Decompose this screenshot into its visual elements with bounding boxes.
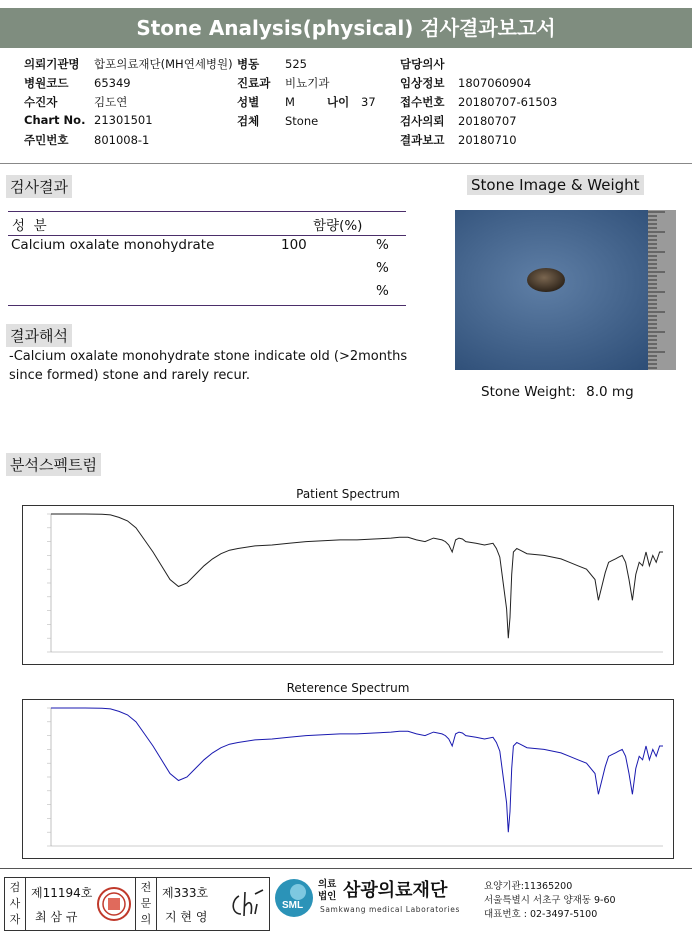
report-title: Stone Analysis(physical) 검사결과보고서 <box>0 8 692 48</box>
info-label: 검체 <box>237 114 260 128</box>
info-value: M <box>285 95 295 109</box>
footer-divider <box>0 868 692 869</box>
inspector-label: 검사자 <box>9 881 21 926</box>
patient-spectrum-chart <box>22 505 674 665</box>
logo-text: SML <box>282 900 304 911</box>
info-value: 21301501 <box>94 113 153 127</box>
column-header-amount: 함량(%) <box>313 218 363 234</box>
interpretation-heading: 결과해석 <box>6 324 72 347</box>
info-label: 수진자 <box>24 95 58 109</box>
info-label: 담당의사 <box>400 57 445 71</box>
inspector-name: 최 삼 규 <box>35 910 78 924</box>
stone-heading: Stone Image & Weight <box>467 175 644 195</box>
specialist-signature <box>227 888 265 926</box>
info-value: 비뇨기과 <box>285 76 330 90</box>
patient-spectrum-title: Patient Spectrum <box>296 487 400 501</box>
reference-spectrum-title: Reterence Spectrum <box>286 681 410 695</box>
info-label: 주민번호 <box>24 133 69 147</box>
info-value: 김도연 <box>94 95 128 109</box>
reference-spectrum-chart <box>22 699 674 859</box>
inspector-number: 제11194호 <box>31 886 93 900</box>
info-value: 1807060904 <box>458 76 532 90</box>
interpretation-text: -Calcium oxalate monohydrate stone indicate old (>2months since formed) stone and rarely recur. <box>9 349 408 383</box>
info-label: 진료과 <box>237 76 271 90</box>
signature-box <box>4 877 270 931</box>
info-label: 임상정보 <box>400 76 445 90</box>
seal-icon <box>96 886 132 922</box>
info-value: 20180710 <box>458 133 517 147</box>
patient-spectrum-plot <box>23 506 673 664</box>
org-contact <box>484 880 616 922</box>
divider <box>0 163 692 164</box>
info-label: 접수번호 <box>400 95 445 109</box>
unit-cell: % <box>376 237 389 253</box>
org-type-line1: 의료 <box>318 879 337 890</box>
info-label: 검사의뢰 <box>400 114 445 128</box>
stone-weight <box>481 384 634 400</box>
org-contact-address: 서울특별시 서초구 양재동 9-60 <box>484 895 616 906</box>
table-row <box>0 282 420 305</box>
column-header-component: 성 분 <box>12 218 47 234</box>
org-name: 삼광의료재단 <box>343 880 448 901</box>
age-label: 나이 <box>327 95 350 109</box>
info-value: 20180707-61503 <box>458 95 558 109</box>
spectrum-line <box>51 514 663 638</box>
info-label: 병원코드 <box>24 76 69 90</box>
spectrum-heading: 분석스펙트럼 <box>6 453 101 476</box>
info-label: 결과보고 <box>400 133 445 147</box>
info-column-1 <box>24 56 233 151</box>
unit-cell: % <box>376 260 389 276</box>
table-row <box>0 236 420 259</box>
unit-cell: % <box>376 283 389 299</box>
info-value: Stone <box>285 114 319 128</box>
reference-spectrum-plot <box>23 700 673 858</box>
info-label: 병동 <box>237 57 260 71</box>
specialist-label: 전문의 <box>140 881 152 926</box>
org-contact-phone: 대표번호 : 02-3497-5100 <box>484 909 598 920</box>
org-name-english: Samkwang medical Laboratories <box>320 905 461 914</box>
specialist-label-cell <box>135 878 157 930</box>
org-logo <box>274 878 314 922</box>
specialist-name: 지 현 영 <box>165 910 208 924</box>
spectrum-line <box>51 708 663 832</box>
info-value: 합포의료재단(MH연세병원) <box>94 57 233 71</box>
stone-weight-label: Stone Weight: <box>481 384 576 400</box>
info-label: 성별 <box>237 95 260 109</box>
info-value: 20180707 <box>458 114 517 128</box>
sml-logo-icon <box>274 878 314 918</box>
org-contact-code: 요양기관:11365200 <box>484 881 573 892</box>
info-label: 의뢰기관명 <box>24 57 80 71</box>
info-value: 65349 <box>94 76 131 90</box>
stone-photo-image <box>455 210 676 370</box>
table-top-rule <box>8 211 406 212</box>
amount-cell: 100 <box>281 237 307 253</box>
inspector-seal <box>96 886 132 926</box>
inspector-label-cell <box>5 878 26 930</box>
stone-photo <box>455 210 676 370</box>
component-cell: Calcium oxalate monohydrate <box>11 237 215 253</box>
org-type-line2: 법인 <box>318 891 337 902</box>
stone-weight-value: 8.0 mg <box>586 384 634 400</box>
results-heading: 검사결과 <box>6 175 72 198</box>
info-value: 525 <box>285 57 307 71</box>
table-row <box>0 259 420 282</box>
specialist-number: 제333호 <box>162 886 209 900</box>
info-column-2 <box>237 56 376 132</box>
info-value: 801008-1 <box>94 133 150 147</box>
info-column-3 <box>400 56 557 151</box>
org-type <box>318 879 336 903</box>
info-label: Chart No. <box>24 113 86 127</box>
signature-icon <box>227 888 265 922</box>
table-bottom-rule <box>8 305 406 306</box>
age-value: 37 <box>361 95 376 109</box>
